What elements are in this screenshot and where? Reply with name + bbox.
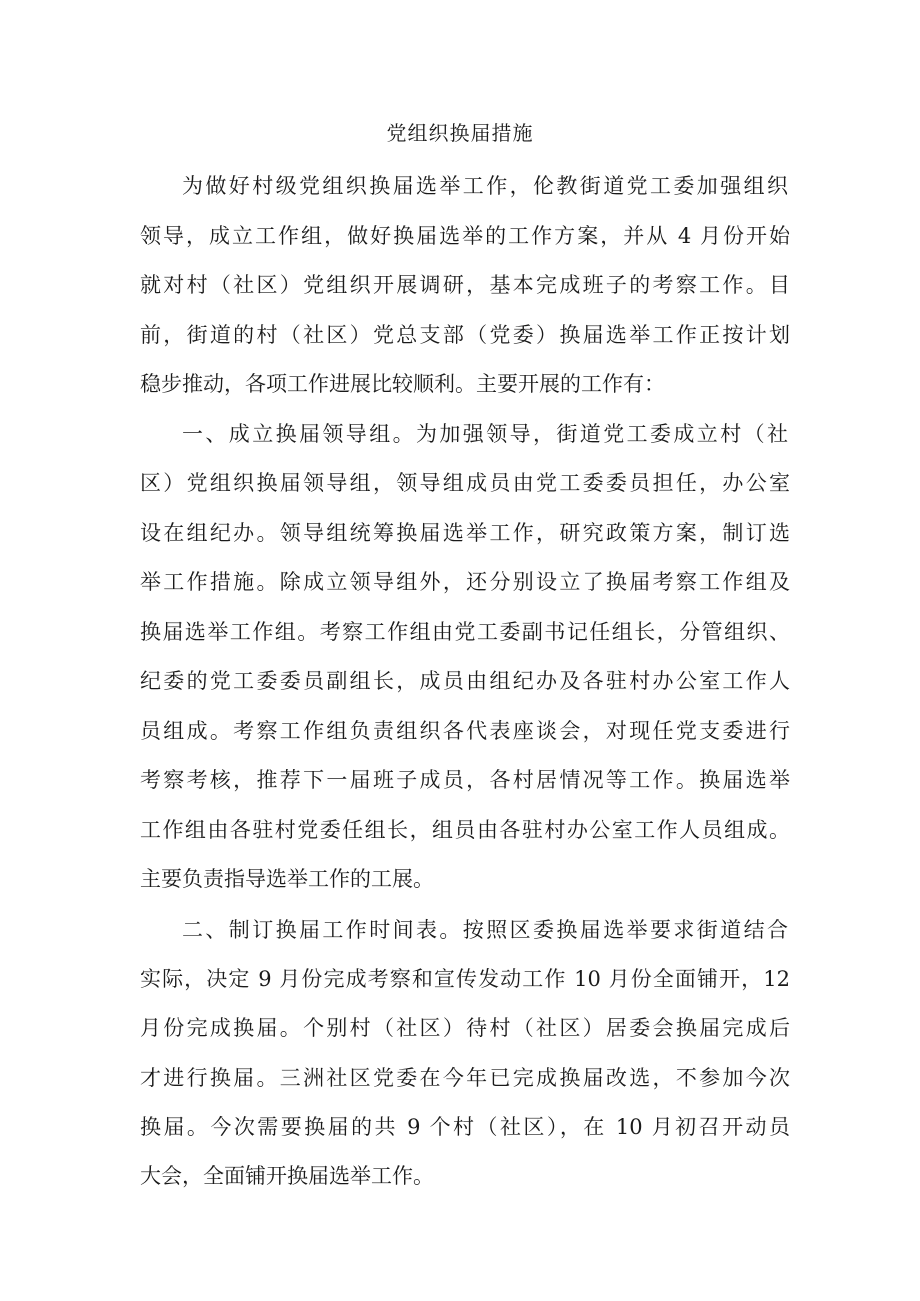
paragraph-3-line-1: 二、制订换届工作时间表。按照区委换届选举要求街道结合 bbox=[182, 918, 788, 942]
document-title: 党组织换届措施 bbox=[386, 121, 534, 145]
paragraph-2-line-6: 纪委的党工委委员副组长，成员由组纪办及各驻村办公室工作人 bbox=[140, 669, 790, 693]
paragraph-3-line-5: 换届。今次需要换届的共 9 个村（社区），在 10 月初召开动员 bbox=[140, 1115, 790, 1139]
paragraph-2-line-5: 换届选举工作组。考察工作组由党工委副书记任组长，分管组织、 bbox=[140, 620, 790, 644]
paragraph-1-line-3: 就对村（社区）党组织开展调研，基本完成班子的考察工作。目 bbox=[140, 273, 790, 297]
paragraph-2-line-9: 工作组由各驻村党委任组长，组员由各驻村办公室工作人员组成。 bbox=[140, 818, 790, 842]
paragraph-3-line-3: 月份完成换届。个别村（社区）待村（社区）居委会换届完成后 bbox=[140, 1016, 790, 1040]
paragraph-2-line-4: 举工作措施。除成立领导组外，还分别设立了换届考察工作组及 bbox=[140, 570, 790, 594]
paragraph-3-line-6: 大会，全面铺开换届选举工作。 bbox=[140, 1164, 434, 1188]
paragraph-3-line-4: 才进行换届。三洲社区党委在今年已完成换届改选，不参加今次 bbox=[140, 1066, 790, 1090]
paragraph-1-line-5: 稳步推动，各项工作进展比较顺利。主要开展的工作有： bbox=[140, 372, 665, 396]
paragraph-2-line-7: 员组成。考察工作组负责组织各代表座谈会，对现任党支委进行 bbox=[140, 719, 790, 743]
paragraph-2-line-1: 一、成立换届领导组。为加强领导，街道党工委成立村（社 bbox=[182, 422, 788, 446]
paragraph-3-line-2: 实际，决定 9 月份完成考察和宣传发动工作 10 月份全面铺开，12 bbox=[140, 967, 790, 991]
paragraph-1-line-4: 前，街道的村（社区）党总支部（党委）换届选举工作正按计划 bbox=[140, 323, 790, 347]
paragraph-2-line-8: 考察考核，推荐下一届班子成员，各村居情况等工作。换届选举 bbox=[140, 768, 790, 792]
paragraph-2-line-10: 主要负责指导选举工作的工展。 bbox=[140, 867, 434, 891]
paragraph-1-line-1: 为做好村级党组织换届选举工作，伦教街道党工委加强组织 bbox=[182, 174, 788, 198]
paragraph-2-line-3: 设在组纪办。领导组统筹换届选举工作，研究政策方案，制订选 bbox=[140, 521, 790, 545]
paragraph-1-line-2: 领导，成立工作组，做好换届选举的工作方案，并从 4 月份开始 bbox=[140, 224, 790, 248]
paragraph-2-line-2: 区）党组织换届领导组，领导组成员由党工委委员担任，办公室 bbox=[140, 471, 790, 495]
